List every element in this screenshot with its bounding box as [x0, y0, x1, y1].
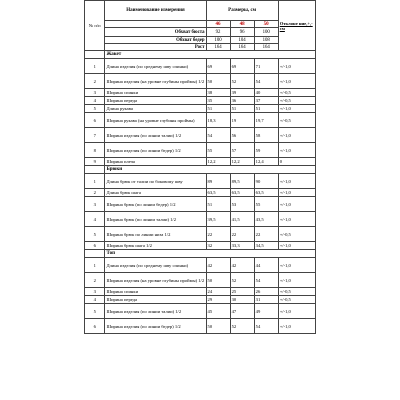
row-number: 4 — [85, 212, 105, 227]
measurement-value: 42 — [206, 258, 230, 273]
measurement-value: 43,5 — [254, 212, 278, 227]
name-column-header: Наименование измерения — [105, 1, 206, 21]
measurement-value: 63,5 — [206, 189, 230, 197]
row-number: 5 — [85, 227, 105, 242]
measurement-value: 89,5 — [230, 174, 254, 189]
tolerance-value: 0 — [278, 158, 315, 166]
measurement-value: 55 — [254, 197, 278, 212]
measurement-name: Ширина изделия (по линии бедер) 1/2 — [105, 319, 206, 334]
row-number: 3 — [85, 288, 105, 296]
section-title: Брюки — [105, 166, 316, 174]
measurement-value: 54 — [254, 273, 278, 288]
measurement-name: Ширина изделия (на уровне глубины проймы) 1/2 — [105, 273, 206, 288]
measurement-value: 32 — [206, 242, 230, 250]
table-row — [85, 189, 316, 197]
tolerance-value: +/-1,0 — [278, 174, 315, 189]
measurement-value: 51 — [230, 105, 254, 113]
table-row — [85, 197, 316, 212]
measurement-name: Длина брюк шага — [105, 189, 206, 197]
param-bust-value: 96 — [230, 28, 254, 37]
measurement-value: 51 — [206, 105, 230, 113]
size-48: 48 — [230, 21, 254, 28]
size-46: 46 — [206, 21, 230, 28]
measurement-value: 37 — [254, 97, 278, 105]
tolerance-value: +/-1,0 — [278, 319, 315, 334]
measurement-value: 63,5 — [254, 189, 278, 197]
size-chart-sheet — [84, 0, 316, 400]
table-row — [85, 304, 316, 319]
row-number: 6 — [85, 319, 105, 334]
measurement-value: 18,3 — [206, 113, 230, 128]
measurement-value: 56 — [230, 128, 254, 143]
measurement-value: 38 — [206, 89, 230, 97]
row-number: 6 — [85, 242, 105, 250]
measurement-name: Ширина рукава (на уровне глубины проймы) — [105, 113, 206, 128]
row-number: 3 — [85, 89, 105, 97]
table-row — [85, 97, 316, 105]
measurement-value: 39,5 — [206, 212, 230, 227]
measurement-value: 57 — [230, 143, 254, 158]
param-height-value: 164 — [230, 44, 254, 51]
param-hips-value: 100 — [206, 37, 230, 44]
measurement-value: 63,5 — [230, 189, 254, 197]
tolerance-value: +/-0,5 — [278, 296, 315, 304]
param-bust-value: 100 — [254, 28, 278, 37]
table-row — [85, 273, 316, 288]
measurement-name: Ширина брюк шага 1/2 — [105, 242, 206, 250]
measurement-value: 90 — [254, 174, 278, 189]
measurement-value: 40 — [254, 89, 278, 97]
measurement-name: Длина изделия (по среднему шву спинки) — [105, 59, 206, 74]
measurement-value: 49 — [254, 304, 278, 319]
measurement-value: 35 — [206, 97, 230, 105]
table-row — [85, 158, 316, 166]
measurement-value: 54 — [254, 74, 278, 89]
row-number: 7 — [85, 128, 105, 143]
measurement-value: 31 — [254, 296, 278, 304]
table-row — [85, 59, 316, 74]
tolerance-value: +/-0,5 — [278, 113, 315, 128]
param-hips-value: 104 — [230, 37, 254, 44]
measurement-value: 29 — [206, 296, 230, 304]
tolerance-value: +/-1,0 — [278, 189, 315, 197]
section-spacer — [85, 51, 105, 59]
num-column-header: № п/п — [85, 1, 105, 51]
param-height-value: 164 — [254, 44, 278, 51]
sizes-blank-cell — [105, 21, 206, 28]
measurement-name: Ширина изделия (на уровне глубины проймы) 1/2 — [105, 74, 206, 89]
section-title: Жакет — [105, 51, 316, 59]
tolerance-value: +/-1,0 — [278, 242, 315, 250]
tolerance-value: +/-1,0 — [278, 197, 315, 212]
row-number: 1 — [85, 174, 105, 189]
measurement-value: 22 — [206, 227, 230, 242]
measurement-name: Ширина изделия (по линии талии) 1/2 — [105, 304, 206, 319]
table-row — [85, 174, 316, 189]
tolerance-value: +/-0,5 — [278, 288, 315, 296]
measurement-value: 89 — [206, 174, 230, 189]
measurement-name: Ширина брюк по линии низа 1/2 — [105, 227, 206, 242]
measurement-name: Ширина спинки — [105, 89, 206, 97]
tolerance-value: +/-1,0 — [278, 273, 315, 288]
measurement-name: Ширина изделия (по линии бедер) 1/2 — [105, 143, 206, 158]
measurement-value: 50 — [206, 74, 230, 89]
tolerance-value: +/-0,5 — [278, 97, 315, 105]
table-row — [85, 296, 316, 304]
param-bust-value: 92 — [206, 28, 230, 37]
measurement-value: 36 — [230, 97, 254, 105]
measurement-value: 12,4 — [254, 158, 278, 166]
row-number: 5 — [85, 304, 105, 319]
table-row — [85, 128, 316, 143]
measurement-value: 59 — [254, 143, 278, 158]
measurement-value: 34,5 — [254, 242, 278, 250]
row-number: 1 — [85, 258, 105, 273]
measurement-value: 39 — [230, 89, 254, 97]
size-50: 50 — [254, 21, 278, 28]
table-row — [85, 74, 316, 89]
row-number: 2 — [85, 189, 105, 197]
section-spacer — [85, 250, 105, 258]
table-row — [85, 113, 316, 128]
measurement-name: Ширина брюк (по линии бедер) 1/2 — [105, 197, 206, 212]
tolerance-header: Отклоне ние,+,- см — [278, 1, 315, 51]
measurement-name: Ширина переда — [105, 296, 206, 304]
tolerance-value: +/-1,0 — [278, 212, 315, 227]
tolerance-value: +/-1,0 — [278, 74, 315, 89]
measurement-name: Ширина переда — [105, 97, 206, 105]
measurement-value: 55 — [206, 143, 230, 158]
tolerance-value: +/-1,0 — [278, 59, 315, 74]
param-hips-label: Обхват бедер — [105, 37, 206, 44]
measurement-name: Длина изделия (по среднему шву спинки) — [105, 258, 206, 273]
measurement-value: 41,5 — [230, 212, 254, 227]
measurement-value: 52 — [230, 74, 254, 89]
measurement-value: 42 — [230, 258, 254, 273]
row-number: 4 — [85, 97, 105, 105]
measurement-value: 53 — [230, 197, 254, 212]
measurement-value: 25 — [230, 288, 254, 296]
measurement-value: 50 — [206, 319, 230, 334]
measurement-value: 71 — [254, 59, 278, 74]
measurement-name: Ширина брюк (по линии талии) 1/2 — [105, 212, 206, 227]
measurement-value: 22 — [254, 227, 278, 242]
section-spacer — [85, 166, 105, 174]
row-number: 4 — [85, 296, 105, 304]
table-row — [85, 105, 316, 113]
measurement-value: 50 — [206, 273, 230, 288]
measurement-name: Ширина изделия (по линии талии) 1/2 — [105, 128, 206, 143]
param-height-value: 164 — [206, 44, 230, 51]
row-number: 2 — [85, 74, 105, 89]
measurement-value: 22 — [230, 227, 254, 242]
row-number: 9 — [85, 158, 105, 166]
param-height-label: Рост — [105, 44, 206, 51]
measurement-name: Длина брюк от талии по боковому шву — [105, 174, 206, 189]
measurement-value: 47 — [230, 304, 254, 319]
measurement-value: 44 — [254, 258, 278, 273]
row-number: 5 — [85, 105, 105, 113]
tolerance-value: +/-1,0 — [278, 304, 315, 319]
row-number: 1 — [85, 59, 105, 74]
measurement-value: 54 — [254, 319, 278, 334]
row-number: 3 — [85, 197, 105, 212]
table-row — [85, 242, 316, 250]
tolerance-value: +/-0,5 — [278, 227, 315, 242]
table-row — [85, 288, 316, 296]
param-bust-label: Обхват бюста — [105, 28, 206, 37]
tolerance-value: +/-1,0 — [278, 105, 315, 113]
tolerance-value: +/-1,0 — [278, 128, 315, 143]
tolerance-value: +/-0,5 — [278, 89, 315, 97]
size-table — [84, 0, 316, 334]
measurement-value: 19 — [230, 113, 254, 128]
sizes-header: Размеры, см — [206, 1, 278, 21]
measurement-value: 52 — [230, 319, 254, 334]
measurement-value: 54 — [206, 128, 230, 143]
measurement-name: Ширина спинки — [105, 288, 206, 296]
measurement-value: 30 — [230, 296, 254, 304]
measurement-value: 19,7 — [254, 113, 278, 128]
measurement-value: 51 — [206, 197, 230, 212]
table-row — [85, 143, 316, 158]
measurement-value: 24 — [206, 288, 230, 296]
measurement-value: 51 — [254, 105, 278, 113]
row-number: 2 — [85, 273, 105, 288]
table-row — [85, 319, 316, 334]
table-row — [85, 227, 316, 242]
measurement-name: Длина рукава — [105, 105, 206, 113]
measurement-value: 69 — [206, 59, 230, 74]
tolerance-value: +/-1,0 — [278, 258, 315, 273]
measurement-value: 52 — [230, 273, 254, 288]
measurement-value: 33,3 — [230, 242, 254, 250]
measurement-name: Ширина плеча — [105, 158, 206, 166]
table-row — [85, 258, 316, 273]
param-hips-value: 108 — [254, 37, 278, 44]
table-row — [85, 212, 316, 227]
row-number: 6 — [85, 113, 105, 128]
measurement-value: 69 — [230, 59, 254, 74]
measurement-value: 45 — [206, 304, 230, 319]
table-row — [85, 89, 316, 97]
tolerance-value: +/-1,0 — [278, 143, 315, 158]
measurement-value: 58 — [254, 128, 278, 143]
measurement-value: 12,2 — [230, 158, 254, 166]
measurement-value: 12,2 — [206, 158, 230, 166]
row-number: 8 — [85, 143, 105, 158]
section-title: Топ — [105, 250, 316, 258]
measurement-value: 26 — [254, 288, 278, 296]
